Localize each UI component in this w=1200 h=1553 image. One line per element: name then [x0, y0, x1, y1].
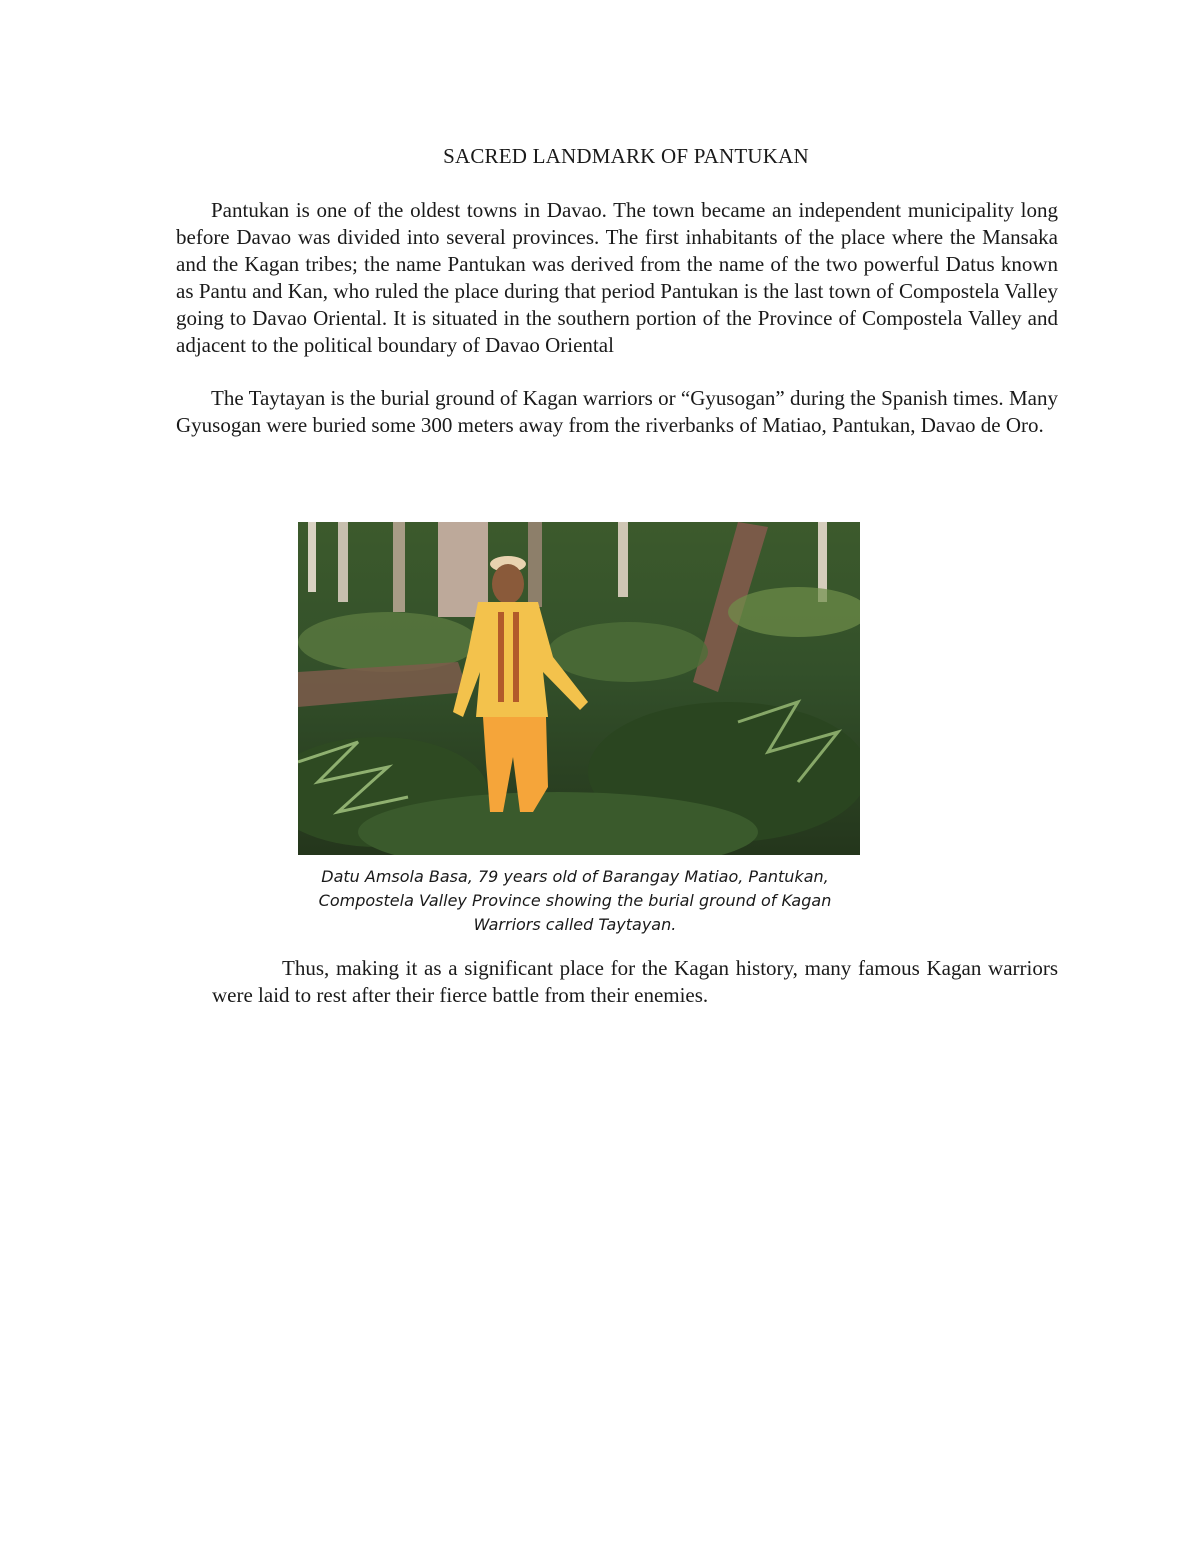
figure-photo [298, 522, 860, 855]
caption-line-3: Warriors called Taytayan. [473, 915, 677, 934]
paragraph-3: Thus, making it as a significant place for the Kagan history, many famous Kagan warriors were laid to rest after their fierce battle from their enemies. [212, 956, 1058, 1007]
document-title: SACRED LANDMARK OF PANTUKAN [443, 144, 809, 168]
caption-line-1: Datu Amsola Basa, 79 years old of Barangay Matiao, Pantukan, [321, 867, 829, 886]
paragraph-2-block [176, 385, 1058, 439]
paragraph-1: Pantukan is one of the oldest towns in Davao. The town became an independent municipality long before Davao was divided into several provinces. The first inhabitants of the place where the Mansaka and the Kagan tribes; the name Pantukan was derived from the name of the two powerful Datus known as Pantu and Kan, who ruled the place during that period Pantukan is the last town of Compostela Valley going to Davao Oriental. It is situated in the southern portion of the Province of Compostela Valley and adjacent to the political boundary of Davao Oriental [176, 198, 1058, 357]
paragraph-3-block [212, 955, 1058, 1009]
figure-caption [280, 865, 870, 937]
jungle-photo-illustration [298, 522, 860, 855]
paragraph-1-block [176, 197, 1058, 359]
caption-line-2: Compostela Valley Province showing the burial ground of Kagan [318, 891, 832, 910]
paragraph-2: The Taytayan is the burial ground of Kagan warriors or “Gyusogan” during the Spanish times. Many Gyusogan were buried some 300 meters away from the riverbanks of Matiao, Pantukan, Davao de Oro. [176, 386, 1058, 437]
